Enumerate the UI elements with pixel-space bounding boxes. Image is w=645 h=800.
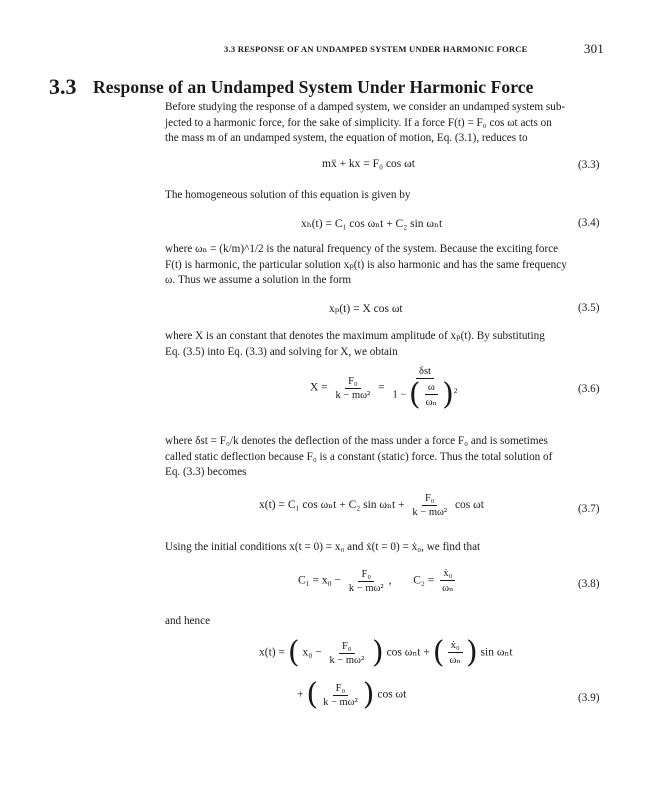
equation-3-4: xₕ(t) = C₁ cos ωₙt + C₂ sin ωₙt [301, 218, 443, 230]
denominator: k − mω² [348, 582, 384, 594]
numerator: δst [416, 366, 434, 379]
section-number: 3.3 [49, 74, 77, 99]
text-line: Eq. (3.3) becomes [165, 466, 247, 479]
fraction [409, 493, 450, 518]
c2-lhs: C₂ = [413, 574, 435, 587]
sin-term: sin ωₙt [480, 646, 513, 659]
comma: , [388, 574, 392, 587]
text-line: where ωₙ = (k/m)^1/2 is the natural frequency of the system. Because the exciting force [165, 243, 559, 255]
text-line: where X is an constant that denotes the maximum amplitude of xₚ(t). By substituting [165, 330, 545, 342]
equation-3-6 [310, 366, 463, 410]
homogeneous-paragraph: The homogeneous solution of this equation is given by [165, 189, 411, 201]
equation-3-8 [298, 568, 459, 594]
intro-paragraph [165, 100, 605, 147]
eq-lhs: x(t) = C₁ cos ωₙt + C₂ sin ωₙt + [259, 499, 405, 512]
right-paren: ) [442, 377, 454, 412]
exponent: 2 [453, 385, 458, 395]
equation-number: (3.6) [578, 383, 600, 395]
text-line: Eq. (3.5) into Eq. (3.3) and solving for X, we obtain [165, 345, 398, 358]
eq-lhs: x(t) = [259, 646, 285, 659]
equation-3-9-line-2 [297, 677, 407, 712]
cos-term: cos ωₙt + [386, 646, 430, 659]
numerator: F₀ [333, 683, 349, 696]
equation-number: (3.5) [578, 302, 600, 314]
eq-rhs: cos ωt [454, 499, 484, 512]
text-line: called static deflection because F₀ is a constant (static) force. Thus the total solution of [165, 450, 553, 463]
denominator: k − mω² [335, 389, 371, 401]
fraction [326, 641, 367, 666]
right-paren: ) [362, 677, 375, 712]
text-line: ω. Thus we assume a solution in the form [165, 274, 352, 287]
equation-number: (3.4) [578, 217, 600, 229]
fraction [333, 376, 374, 401]
c1-lhs: C₁ = x₀ − [298, 574, 342, 587]
text-line: F(t) is harmonic, the particular solution xₚ(t) is also harmonic and has the same frequency [165, 258, 567, 271]
fraction [439, 568, 456, 594]
denominator-prefix: 1 − [392, 389, 407, 401]
right-paren: ) [465, 635, 478, 670]
equation-number: (3.9) [578, 692, 600, 704]
numerator: ω [425, 382, 438, 395]
denominator: ωₙ [425, 397, 438, 408]
text-line: where δst = F₀/k denotes the deflection of the mass under a force F₀ and is sometimes [165, 435, 548, 447]
numerator: ẋ₀ [448, 640, 463, 653]
numerator: F₀ [339, 641, 355, 654]
denominator: ωₙ [449, 655, 461, 666]
denominator: k − mω² [323, 696, 358, 708]
fraction [320, 683, 361, 708]
hence-paragraph: and hence [165, 615, 211, 627]
initial-conditions-paragraph: Using the initial conditions x(t = 0) = x₀ and ẋ(t = 0) = ẋ₀, we find that [165, 541, 481, 553]
equation-3-3: mẍ + kx = F₀ cos ωt [322, 158, 415, 170]
numerator: F₀ [422, 493, 438, 506]
equation-number: (3.7) [578, 503, 600, 515]
equation-3-7 [259, 493, 484, 518]
numerator: F₀ [345, 376, 361, 389]
eq-lhs: X = [310, 381, 328, 394]
text-line: jected to a harmonic force, for the sake of simplicity. If a force F(t) = F₀ cos ωt acts on [165, 116, 552, 129]
x0-term: x₀ − [302, 646, 322, 659]
numerator: ẋ₀ [440, 568, 455, 581]
fraction [389, 366, 460, 410]
plus-sign: + [297, 688, 304, 701]
left-paren: ( [306, 677, 319, 712]
running-head [224, 41, 604, 56]
amplitude-paragraph [165, 329, 605, 360]
fraction [446, 640, 463, 666]
denominator: k − mω² [329, 654, 365, 666]
page-number: 301 [583, 41, 604, 56]
equation-3-5: xₚ(t) = X cos ωt [329, 303, 403, 315]
equation-number: (3.8) [578, 578, 600, 590]
section-title: Response of an Undamped System Under Harmonic Force [93, 77, 534, 97]
denominator [389, 379, 460, 410]
denominator: k − mω² [412, 507, 448, 518]
left-paren: ( [287, 635, 300, 670]
left-paren: ( [432, 635, 445, 670]
equation-number: (3.3) [578, 159, 600, 171]
natural-frequency-paragraph [165, 242, 605, 289]
denominator: ωₙ [442, 583, 454, 594]
cos-term: cos ωt [377, 688, 407, 701]
fraction [346, 569, 387, 594]
fraction [423, 382, 440, 408]
equation-3-9-line-1 [259, 635, 513, 670]
numerator: F₀ [358, 569, 374, 582]
text-line: the mass m of an undamped system, the equation of motion, Eq. (3.1), reduces to [165, 132, 528, 145]
text-line: Before studying the response of a damped system, we consider an undamped system sub- [165, 101, 566, 113]
equals-sign: = [378, 381, 385, 394]
static-deflection-paragraph [165, 434, 605, 481]
left-paren: ( [408, 377, 421, 412]
running-head-title: 3.3 RESPONSE OF AN UNDAMPED SYSTEM UNDER HARMONIC FORCE [224, 44, 528, 54]
right-paren: ) [371, 635, 384, 670]
